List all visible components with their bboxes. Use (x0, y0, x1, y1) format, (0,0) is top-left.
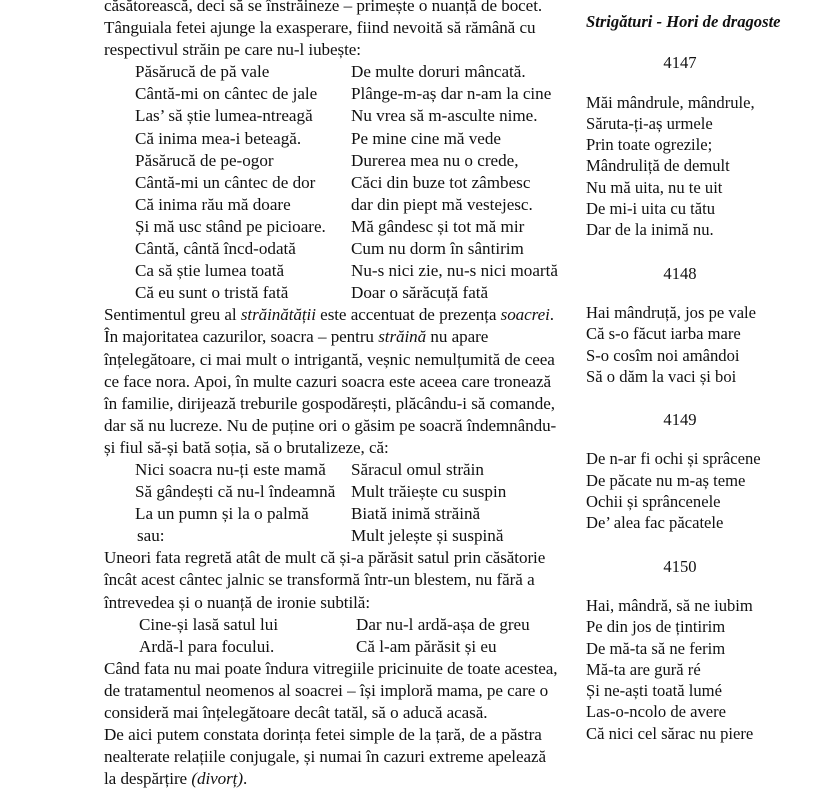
song-number: 4147 (663, 53, 697, 73)
verse-line-left: Cântă-mi on cântec de jale (135, 84, 318, 104)
verse-row (104, 238, 560, 260)
songs-list (586, 32, 826, 744)
verse-line-right: Cum nu dorm în sântirim (351, 239, 524, 259)
verse-line-right: Că l-am părăsit și eu (356, 636, 497, 656)
song-number-spacer (586, 577, 826, 595)
song-spacer (586, 32, 826, 52)
verse-line-left: Că inima rău mă doare (135, 194, 291, 214)
verse-row (104, 216, 560, 238)
verse-line-right: Pe mine cine mă vede (351, 128, 501, 148)
p2-seg-3: . În majoritatea cazurilor, soacra – pentru (104, 305, 554, 347)
verse-line-right: dar din piept mă vestejesc. (351, 194, 533, 214)
verse-block-1 (104, 61, 560, 304)
verse-line-right: Săracul omul străin (351, 459, 484, 479)
song-line: Pe din jos de țintirim (586, 617, 726, 637)
verse-line-left: Cântă-mi un cântec de dor (135, 172, 316, 192)
song-line: Ochii și sprâncenele (586, 492, 721, 512)
verse-line-left: Cine-și lasă satul lui (139, 614, 279, 634)
verse-line-right: Plânge-m-aș dar n-am la cine (351, 84, 552, 104)
verse-line-right: Mă gândesc și tot mă mir (351, 216, 525, 236)
verse-line-left: Păsărucă de pă vale (135, 62, 270, 82)
verse-line-left: Că eu sunt o tristă fată (135, 283, 289, 303)
left-text-column (104, 0, 560, 790)
verse-row (104, 172, 560, 194)
song-number: 4149 (663, 410, 697, 430)
intro-line-3: respectivul străin pe care nu-l iubește: (104, 40, 361, 60)
p2-seg-1: Sentimentul greu al (104, 305, 241, 325)
song-number-spacer (586, 74, 826, 92)
song-line: De n-ar fi ochi și sprâcene (586, 449, 761, 469)
song-spacer (586, 241, 826, 263)
song-number: 4150 (663, 556, 697, 576)
verse-row (104, 525, 560, 547)
verse-line-right: Doar o sărăcuță fată (351, 283, 489, 303)
p2-italic-2: soacrei (500, 305, 550, 325)
verse-row (104, 503, 560, 525)
verse-row (104, 260, 560, 282)
song-line: Dar de la inimă nu. (586, 220, 714, 240)
song-line: S-o cosîm noi amândoi (586, 345, 740, 365)
song-line: De mă-ta să ne ferim (586, 638, 726, 658)
p2-seg-2: este accentuat de prezența (315, 305, 501, 325)
verse-connector-sau: sau: (137, 526, 165, 546)
song-line: Mândruliță de demult (586, 156, 730, 176)
verse-row (104, 194, 560, 216)
verse-line-left: Ca să știe lumea toată (135, 261, 285, 281)
song-line: Că s-o făcut iarba mare (586, 324, 741, 344)
song-line: Că nici cel sărac nu piere (586, 723, 754, 743)
p2-italic-3: străină (378, 327, 427, 347)
song-line: Și ne-aști toată lumé (586, 681, 722, 701)
verse-row (104, 614, 560, 636)
song-spacer (586, 534, 826, 556)
verse-line-right: Nu-s nici zie, nu-s nici moartă (351, 261, 558, 281)
verse-line-left: Las’ să știe lumea-ntreagă (135, 106, 313, 126)
verse-row (104, 128, 560, 150)
verse-block-2 (104, 459, 560, 547)
verse-line-right: Căci din buze tot zâmbesc (351, 172, 531, 192)
verse-line-right: Dar nu-l ardă-așa de greu (356, 614, 530, 634)
verse-line-right: Mult trăiește cu suspin (351, 482, 507, 502)
song-line: Hai, mândră, să ne iubim (586, 595, 753, 615)
verse-line-right: Mult jelește și suspină (351, 526, 504, 546)
verse-row (104, 481, 560, 503)
p2-italic-1: străinătății (240, 305, 316, 325)
verse-row (104, 105, 560, 127)
verse-line-left: Cântă, cântă încd-odată (135, 239, 296, 259)
verse-row (104, 636, 560, 658)
right-songs-column (586, 11, 826, 744)
p2-seg-4: nu apare înțelegătoare, ci mai mult o intrigantă, veșnic nemulțumită de ceea ce face nora. Apoi, în multe cazuri soacra este aceea care tronează în familie, dirijează treburile gospodărești, plăcându-i să comande, dar să nu lucreze. Nu de puține ori o găsim pe soacră îndemnându-și fiul să-și bată soția, să o brutalizeze, că: (104, 327, 557, 457)
verse-line-right: De multe doruri mâncată. (351, 62, 526, 82)
paragraph-4: Când fata nu mai poate îndura vitregiile pricinuite de toate acestea, de tratamentul neomenos al soacrei – își imploră mama, pe care o consideră mai înțelegătoare decât tatăl, să o aducă acasă. (104, 658, 558, 722)
song-line: De mi-i uita cu tătu (586, 199, 716, 219)
song-line: Săruta-ți-aș urmele (586, 113, 713, 133)
paragraph-2 (104, 304, 560, 459)
verse-line-left: Că inima mea-i beteagă. (135, 128, 302, 148)
verse-line-right: Durerea mea nu o crede, (351, 150, 519, 170)
p5-text: De aici putem constata dorința fetei simple de la țară, de a păstra nealterate relațiile conjugale, și numai în cazuri extreme apelează la despărțire (104, 725, 547, 789)
song-line: Hai mândruță, jos pe vale (586, 302, 757, 322)
paragraph-3: Uneori fata regretă atât de mult că și-a părăsit satul prin căsătorie încât acest cântec jalnic se transformă într-un blestem, nu fără a întrevedea și o nuanță de ironie subtilă: (104, 548, 546, 612)
intro-line-2: Tânguiala fetei ajunge la exasperare, fiind nevoită să rămână cu (104, 18, 536, 38)
verse-block-3 (104, 614, 560, 658)
intro-line-1: căsătorească, deci să se înstrăineze – primește o nuanță de bocet. (104, 0, 543, 15)
paragraph-5 (104, 724, 560, 790)
intro-paragraph (104, 0, 560, 61)
verse-line-left: La un pumn și la o palmă (135, 504, 309, 524)
songs-section-title: Strigături - Hori de dragoste (586, 12, 781, 31)
song-line: Să o dăm la vaci și boi (586, 366, 737, 386)
p5-italic: (divorț) (191, 769, 243, 789)
song-line: De’ alea fac păcatele (586, 513, 724, 533)
verse-line-left: Să gândești că nu-l îndeamnă (135, 482, 336, 502)
song-line: De păcate nu m-aș teme (586, 470, 746, 490)
verse-row (104, 282, 560, 304)
verse-row (104, 150, 560, 172)
verse-line-left: Ardă-l para focului. (139, 636, 275, 656)
song-number-spacer (586, 430, 826, 448)
song-line: Prin toate ogrezile; (586, 135, 713, 155)
verse-line-right: Nu vrea să m-asculte nime. (351, 106, 538, 126)
verse-row (104, 61, 560, 83)
song-line: Las-o-ncolo de avere (586, 702, 727, 722)
verse-line-left: Și mă usc stând pe picioare. (135, 216, 326, 236)
p5-tail: . (242, 769, 248, 789)
verse-line-left: Păsărucă de pe-ogor (135, 150, 274, 170)
verse-row (104, 459, 560, 481)
song-spacer (586, 387, 826, 409)
song-number-spacer (586, 284, 826, 302)
verse-line-left: Nici soacra nu-ți este mamă (135, 459, 326, 479)
song-line: Mă-ta are gură ré (586, 659, 701, 679)
song-line: Măi mândrule, mândrule, (586, 92, 755, 112)
verse-row (104, 83, 560, 105)
song-line: Nu mă uita, nu te uit (586, 177, 723, 197)
verse-line-right: Biată inimă străină (351, 504, 481, 524)
song-number: 4148 (663, 263, 697, 283)
